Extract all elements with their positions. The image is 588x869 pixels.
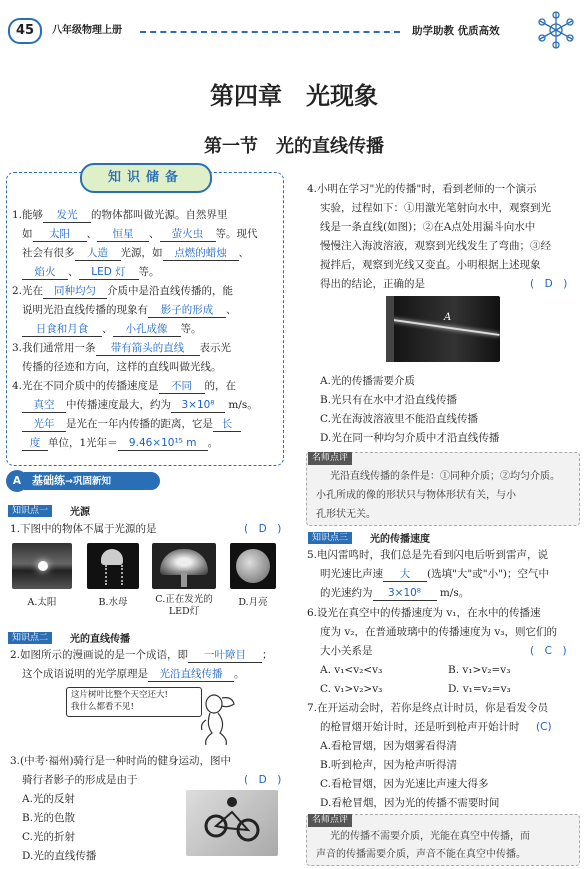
q6-answer: ( C ): [530, 645, 567, 657]
q7-option-d: D.看枪冒烟，因为光的传播不需要时间: [320, 797, 500, 809]
answer: 3×10⁸: [373, 586, 437, 601]
q3-line2: 骑行者影子的形成是由于: [22, 774, 138, 786]
kb-q1-line1: [12, 208, 228, 223]
text: 如: [22, 228, 33, 240]
text: 4.光在不同介质中的传播速度是: [12, 380, 159, 392]
answer: LED 灯: [79, 265, 139, 280]
kb-q3-line2: 传播的径迹和方向，这样的直线叫做光线。: [22, 361, 222, 373]
q1-option-a: A.太阳: [27, 597, 57, 608]
q4-line2: 实验，过程如下：①用激光笔射向水中，观察到光: [320, 202, 551, 214]
answer: 日食和月食: [22, 322, 102, 337]
answer: 焰火: [22, 265, 68, 280]
answer: 长: [213, 417, 241, 432]
text: 3.我们通常用一条: [12, 342, 96, 354]
answer: D: [258, 523, 267, 535]
text: m/s。: [228, 399, 258, 411]
text: 单位，1光年＝: [48, 437, 118, 449]
bubble-line: 我什么都看不见!: [71, 702, 134, 712]
book-title: 八年级物理上册: [52, 25, 122, 36]
answer: 发光: [43, 208, 91, 223]
q5-line1: 5.电闪雷鸣时，我们总是先看到闪电后听到雷声，说: [307, 549, 549, 561]
q4-option-a: A.光的传播需要介质: [320, 375, 415, 387]
page-number: 45: [15, 23, 35, 38]
q6-option-d: D. v₁=v₂=v₃: [448, 683, 511, 695]
answer: 不同: [159, 379, 205, 394]
kp1-name: 光源: [70, 507, 90, 518]
kb-q2-line2: 说明光沿直线传播的现象有 影子的形成 、: [22, 304, 237, 316]
answer: D: [544, 278, 553, 290]
q3-line1: 3.(中考·福州)骑行是一种时尚的健身运动，图中: [10, 755, 232, 767]
answer: 同种均匀: [43, 284, 107, 299]
banner-title: 基础练: [32, 474, 65, 487]
q7-option-c: C.看枪冒烟，因为光速比声速大得多: [320, 778, 489, 790]
answer: 点燃的蜡烛: [163, 246, 239, 261]
kp2-name: 光的直线传播: [70, 634, 130, 645]
kp3-tag: [308, 530, 352, 543]
moon-image: [230, 543, 276, 589]
laser-water-image: [386, 296, 500, 362]
text: 的，在: [204, 380, 237, 392]
text: 2.光在: [12, 285, 44, 297]
answer: 大: [383, 567, 427, 582]
cyclist-shadow-image: [186, 790, 278, 856]
kb-q2-line1: [12, 284, 233, 299]
text: 是光在一年内传播的距离，它是: [66, 418, 213, 430]
q1-answer: ( D ): [244, 523, 282, 535]
q1-option-b: B.水母: [98, 597, 128, 608]
speech-bubble: [66, 687, 202, 717]
text: 光源，如: [120, 247, 163, 259]
kb-q1-line3: 社会有很多 人造 光源，如 点燃的蜡烛 、: [22, 247, 249, 259]
q5-line2: [320, 567, 549, 582]
q6-option-b: B. v₁>v₂=v₃: [448, 664, 511, 676]
q1-option-c: C.正在发光的LED灯: [155, 594, 213, 617]
q7-option-a: A.看枪冒烟，因为烟雾看得清: [320, 740, 457, 752]
q6-option-c: C. v₁>v₂>v₃: [320, 683, 383, 695]
answer: 太阳: [33, 227, 87, 242]
bubble-line: 这片树叶比整个天空还大!: [71, 690, 168, 700]
q7-line2: 的枪冒烟开始计时，还是听到枪声开始计时: [320, 721, 520, 733]
kb-q1-line2: 如 太阳 、 恒星 、 萤火虫 等。现代: [22, 228, 258, 240]
text: 介质中是沿直线传播的，能: [107, 285, 234, 297]
q3-option-b: B.光的色散: [22, 812, 76, 824]
q1-option-d: D.月亮: [238, 597, 268, 608]
basic-banner: [6, 470, 166, 494]
text: 的物体都叫做光源。自然界里: [91, 209, 228, 221]
q7-option-b: B.听到枪声，因为枪声听得清: [320, 759, 458, 771]
q6-line1: 6.设光在真空中的传播速度为 v₁，在水中的传播速: [307, 607, 541, 619]
kp-tag-text: 知识点三: [308, 532, 352, 544]
answer: 光年: [22, 417, 66, 432]
tag-text: 名师点评: [312, 453, 349, 463]
section-title: 第一节 光的直线传播: [204, 136, 384, 157]
text: m/s。: [439, 587, 470, 599]
note1-line2: 小孔所成的像的形状只与物体形状有关，与小: [316, 490, 516, 501]
q7-answer: (C): [536, 721, 552, 733]
q6-option-a: A. v₁<v₂<v₃: [320, 664, 383, 676]
kp-tag-text: 知识点一: [8, 505, 52, 517]
answer: D: [258, 774, 267, 786]
page-number-badge: [8, 18, 42, 44]
banner-bar: [24, 472, 160, 490]
q4-option-c: C.光在海波溶液里不能沿直线传播: [320, 413, 478, 425]
note2-line1: 光的传播不需要介质，光能在真空中传播，而: [330, 831, 530, 842]
answer: 萤火虫: [160, 227, 216, 242]
teacher-note-1-tag: [308, 452, 352, 465]
answer: 人造: [75, 246, 121, 261]
note1-line1: 光沿直线传播的条件是：①同种介质；②均匀介质。: [330, 471, 560, 482]
text: (选填"大"或"小")；空气中: [427, 568, 550, 580]
kb-q2-line3: 日食和月食 、 小孔成像 等。: [22, 322, 202, 337]
text: 1.能够: [12, 209, 44, 221]
knowledge-box-title-text: 知识储备: [107, 170, 184, 185]
header-dashes: [140, 31, 400, 33]
snowflake-logo-icon: [536, 10, 576, 50]
answer: 度: [22, 436, 48, 451]
q4-option-b: B.光只有在水中才沿直线传播: [320, 394, 458, 406]
q1-stem: 1.下图中的物体不属于光源的是: [10, 523, 157, 535]
cartoon-figure: [196, 690, 242, 746]
kb-q1-line4: 焰火 、 LED 灯 等。: [22, 265, 160, 280]
q3-option-a: A.光的反射: [22, 793, 75, 805]
text: 这个成语说明的光学原理是: [22, 668, 148, 680]
q6-line3: 大小关系是: [320, 645, 373, 657]
q4-answer: ( D ): [530, 278, 568, 290]
text: 等。: [180, 323, 202, 335]
answer: 真空: [22, 398, 66, 413]
answer: 小孔成像: [113, 322, 181, 337]
kb-q4-line2: [22, 398, 258, 413]
q7-line1: 7.在开运动会时，若你是终点计时员，你是看发令员: [307, 702, 549, 714]
tag-text: 名师点评: [312, 815, 349, 825]
sun-image: [12, 543, 72, 589]
knowledge-box-title: [80, 163, 212, 193]
text: 社会有很多: [22, 247, 75, 259]
banner-letter: A: [12, 475, 22, 487]
chapter-title: 第四章 光现象: [210, 82, 378, 110]
kp1-tag: [8, 503, 52, 516]
text: 等。: [138, 266, 160, 278]
kb-q3-line1: [12, 341, 231, 356]
q2-line2: 这个成语说明的光学原理是 光沿直线传播 。: [22, 668, 245, 680]
q3-option-d: D.光的直线传播: [22, 850, 97, 862]
answer: 3×10⁸: [171, 398, 225, 413]
q6-line2: 度为 v₂，在普通玻璃中的传播速度为 v₃，则它们的: [320, 626, 557, 638]
header-slogan: 助学助教 优质高效: [412, 25, 500, 37]
text: 表示光: [199, 342, 232, 354]
kb-q4-line4: [22, 436, 218, 451]
note2-line2: 声音的传播需要介质，声音不能在真空中传播。: [316, 849, 526, 860]
answer: 带有箭头的直线: [96, 341, 200, 356]
q4-line1: 4.小明在学习"光的传播"时，看到老师的一个演示: [307, 183, 537, 195]
q4-line6: 得出的结论，正确的是: [320, 278, 425, 290]
kp2-tag: [8, 630, 52, 643]
q2-line1: 2.如图所示的漫画说的是一个成语，即 一叶障目 ；: [10, 649, 273, 661]
text: 明光速比声速: [320, 568, 383, 580]
banner-subtitle: →巩固新知: [65, 476, 111, 487]
q3-option-c: C.光的折射: [22, 831, 75, 843]
point-a-label: A: [444, 312, 452, 323]
kb-q4-line3: [22, 417, 241, 432]
q4-line3: 线是一条直线(如图)；②在A点处用漏斗向水中: [320, 221, 536, 233]
q4-option-d: D.光在同一种均匀介质中才沿直线传播: [320, 432, 500, 444]
kb-q4-line1: [12, 379, 236, 394]
note1-line3: 孔形状无关。: [316, 509, 376, 520]
answer: C: [540, 721, 548, 733]
q3-answer: ( D ): [244, 774, 282, 786]
q4-line5: 搅拌后，观察到光线又变直。小明根据上述现象: [320, 259, 541, 271]
text: 说明光沿直线传播的现象有: [22, 304, 148, 316]
text: 的光速约为: [320, 587, 373, 599]
text: 等。现代: [215, 228, 258, 240]
answer: 恒星: [97, 227, 149, 242]
led-image: [152, 543, 216, 589]
answer: 影子的形成: [148, 303, 226, 318]
answer: 9.46×10¹⁵ m: [118, 436, 208, 451]
answer: 光沿直线传播: [148, 667, 234, 682]
teacher-note-2-tag: [308, 814, 352, 827]
answer: 一叶障目: [188, 648, 262, 663]
kp-tag-text: 知识点二: [8, 632, 52, 644]
kp3-name: 光的传播速度: [370, 534, 430, 545]
answer: C: [544, 645, 552, 657]
text: 中传播速度最大，约为: [66, 399, 171, 411]
jellyfish-image: [87, 543, 139, 589]
q5-line3: [320, 586, 469, 601]
text: 。: [207, 437, 219, 449]
q4-line4: 慢慢注入海波溶液，观察到光线发生了弯曲；③经: [320, 240, 551, 252]
text: 2.如图所示的漫画说的是一个成语，即: [10, 649, 189, 661]
